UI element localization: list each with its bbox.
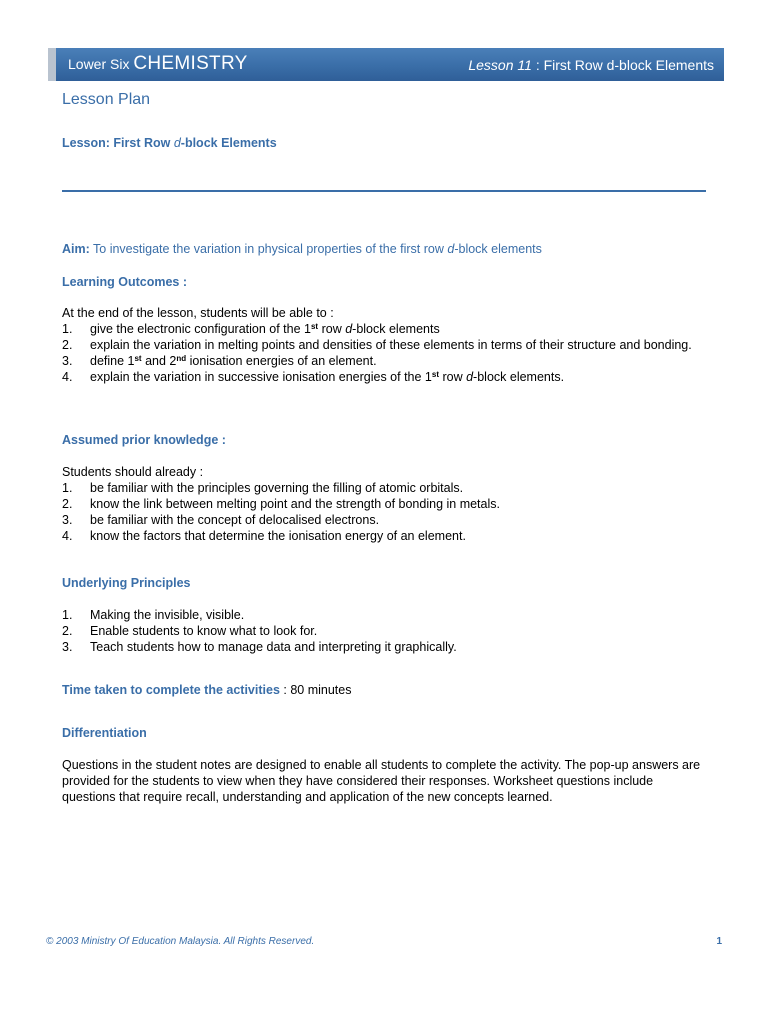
lesson-heading <box>468 57 714 73</box>
list-item <box>62 639 706 655</box>
list-number: 4. <box>62 529 73 543</box>
course-title <box>68 53 248 75</box>
list-number: 4. <box>62 370 73 384</box>
differentiation-heading: Differentiation <box>62 726 147 740</box>
list-item <box>62 528 706 544</box>
item-text: be familiar with the concept of delocalised electrons. <box>90 513 380 527</box>
learning-outcomes-heading: Learning Outcomes : <box>62 275 188 289</box>
item-text: Teach students how to manage data and interpreting it graphically. <box>90 640 457 654</box>
item-text: ionisation energies of an element. <box>186 354 377 368</box>
lesson-number: Lesson 11 <box>468 57 532 73</box>
list-number: 2. <box>62 497 73 511</box>
list-item <box>62 623 706 639</box>
course-subject: CHEMISTRY <box>133 53 248 74</box>
list-item <box>62 496 706 512</box>
page-title: Lesson Plan <box>62 91 151 108</box>
superscript: nd <box>176 354 187 363</box>
item-d: d <box>345 322 353 336</box>
lesson-line-suffix: -block Elements <box>180 136 277 150</box>
item-text: Making the invisible, visible. <box>90 608 245 622</box>
list-number: 3. <box>62 354 73 368</box>
item-text: be familiar with the principles governing the filling of atomic orbitals. <box>90 481 464 495</box>
time-line <box>62 683 351 697</box>
time-label: Time taken to complete the activities <box>62 683 280 697</box>
item-text: know the link between melting point and the strength of bonding in metals. <box>90 497 500 511</box>
item-text: row <box>318 322 346 336</box>
item-text: explain the variation in melting points and densities of these elements in terms of their structure and bonding. <box>90 338 692 352</box>
prior-knowledge-intro: Students should already : <box>62 465 204 479</box>
lesson-separator: : <box>531 57 544 73</box>
aim-text-after: -block elements <box>454 242 542 256</box>
list-number: 2. <box>62 624 73 638</box>
aim-label: Aim: <box>62 242 90 256</box>
list-item <box>62 369 706 385</box>
course-prefix: Lower Six <box>68 56 134 72</box>
differentiation-text: Questions in the student notes are designed to enable all students to complete the activity. The pop-up answers are provided for the students to view when they have considered their responses. Worksheet questions include questions that require recall, understanding and application of the new concepts learned. <box>62 758 701 804</box>
prior-knowledge-list <box>62 480 706 544</box>
aim-line <box>62 242 542 256</box>
time-value: 80 minutes <box>290 683 352 697</box>
prior-knowledge-section <box>62 464 706 544</box>
item-text: row <box>439 370 467 384</box>
list-number: 2. <box>62 338 73 352</box>
list-number: 3. <box>62 640 73 654</box>
lesson-name: First Row d-block Elements <box>543 57 714 73</box>
divider-line <box>62 190 706 192</box>
item-text: define 1 <box>90 354 135 368</box>
list-number: 1. <box>62 322 73 336</box>
superscript: st <box>134 354 142 363</box>
list-item <box>62 480 706 496</box>
footer-copyright: © 2003 Ministry Of Education Malaysia. All Rights Reserved. <box>46 936 315 947</box>
item-text: give the electronic configuration of the 1 <box>90 322 311 336</box>
lesson-line-d: d <box>173 136 181 150</box>
list-number: 3. <box>62 513 73 527</box>
item-text: Enable students to know what to look for. <box>90 624 318 638</box>
learning-outcomes-list <box>62 321 706 385</box>
item-text: -block elements. <box>473 370 565 384</box>
list-number: 1. <box>62 608 73 622</box>
item-text: explain the variation in successive ionisation energies of the 1 <box>90 370 432 384</box>
page-number: 1 <box>716 936 722 947</box>
item-text: and 2 <box>141 354 177 368</box>
list-item <box>62 607 706 623</box>
time-separator: : <box>279 683 291 697</box>
superscript: st <box>310 322 319 331</box>
list-item <box>62 353 706 369</box>
list-item <box>62 321 706 337</box>
learning-outcomes-intro: At the end of the lesson, students will be able to : <box>62 306 334 320</box>
aim-d: d <box>447 242 455 256</box>
prior-knowledge-heading: Assumed prior knowledge : <box>62 433 226 447</box>
list-number: 1. <box>62 481 73 495</box>
header-bar <box>48 48 724 81</box>
item-d: d <box>466 370 474 384</box>
learning-outcomes-section <box>62 305 706 385</box>
lesson-line <box>62 136 277 150</box>
item-text: know the factors that determine the ionisation energy of an element. <box>90 529 466 543</box>
list-item <box>62 512 706 528</box>
principles-heading: Underlying Principles <box>62 576 191 590</box>
aim-text-before: To investigate the variation in physical properties of the first row <box>89 242 448 256</box>
principles-section <box>62 607 706 655</box>
lesson-line-prefix: Lesson: First Row <box>62 136 174 150</box>
list-item <box>62 337 706 353</box>
principles-list <box>62 607 706 655</box>
superscript: st <box>431 370 439 379</box>
item-text: -block elements <box>352 322 440 336</box>
